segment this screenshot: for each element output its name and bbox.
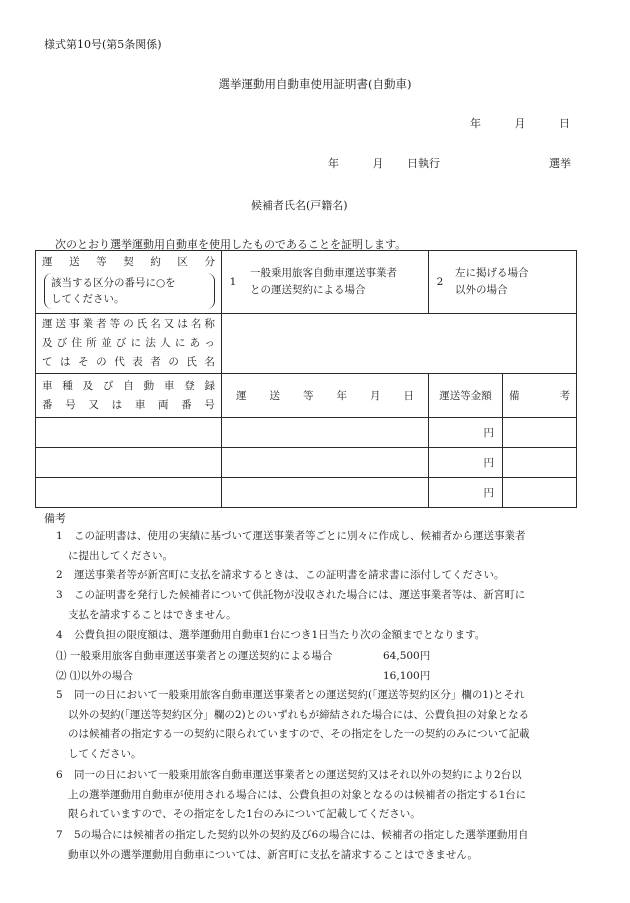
contract-option-2[interactable] <box>429 251 577 314</box>
table-row <box>36 478 577 508</box>
issue-date <box>470 115 570 131</box>
rate-2-amount: 16,100円 <box>383 670 431 682</box>
intro-text: 次のとおり選挙運動用自動車を使用したものであることを証明します。 <box>55 238 407 251</box>
operator-label-line2: 及 び 住 所 並 び に 法 人 に あ っ <box>42 337 215 349</box>
rate-1 <box>56 648 332 663</box>
remark-5: 5 同一の日において一般乗用旅客自動車運送事業者との運送契約(「運送等契約区分」欄の1)とそれ 以外の契約(「運送等契約区分」欄の2)とのいずれもが締結された場合には、公費負担の対象となる のは候補者の指定する一の契約に限られていますので、その指定をした一の契約のみについて記載 してください。 <box>56 689 530 760</box>
registration-input[interactable] <box>36 478 222 508</box>
execution-date <box>328 155 440 171</box>
option-1-line2: との運送契約による場合 <box>250 284 366 296</box>
amount-input[interactable] <box>429 478 503 508</box>
date-input[interactable] <box>222 478 429 508</box>
remark-3: 3 この証明書を発行した候補者について供託物が没収された場合には、運送事業者等は、新宮町に 支払を請求することはできません。 <box>56 589 526 621</box>
option-2-number: 2 <box>436 276 444 288</box>
yen-unit: 円 <box>483 427 494 439</box>
operator-label-line1: 運 送 事 業 者 等 の 氏 名 又 は 名 称 <box>42 318 215 330</box>
rate-2-label: ⑵ ⑴以外の場合 <box>56 670 133 682</box>
column-header-row <box>36 374 577 418</box>
table-row <box>36 448 577 478</box>
operator-label-cell <box>36 314 222 374</box>
transport-date-header: 運 送 等 年 月 日 <box>222 374 429 418</box>
contract-type-note: 該当する区分の番号に○を してください。 <box>44 273 215 309</box>
rate-1-label: ⑴ 一般乗用旅客自動車運送事業者との運送契約による場合 <box>56 650 333 662</box>
registration-label-cell <box>36 374 222 418</box>
option-1-number: 1 <box>229 276 237 288</box>
date-input[interactable] <box>222 448 429 478</box>
election-label: 選挙 <box>549 157 571 170</box>
registration-input[interactable] <box>36 418 222 448</box>
option-1-line1: 一般乗用旅客自動車運送事業者 <box>250 267 397 279</box>
remark-4: 4 公費負担の限度額は、選挙運動用自動車1台につき1日当たり次の金額までとなります。 <box>56 629 486 641</box>
candidate-name-label: 候補者氏名(戸籍名) <box>251 199 348 212</box>
exec-month: 月 <box>372 157 384 170</box>
remarks-input[interactable] <box>503 448 577 478</box>
remarks-heading: 備考 <box>44 512 66 525</box>
exec-year: 年 <box>328 157 339 170</box>
remarks-input[interactable] <box>503 478 577 508</box>
registration-label-line1: 車 種 及 び 自 動 車 登 録 <box>42 379 215 392</box>
contract-option-1[interactable] <box>222 251 429 314</box>
operator-input-cell[interactable] <box>222 314 577 374</box>
certificate-table <box>35 250 577 508</box>
yen-unit: 円 <box>483 457 494 469</box>
rate-1-amount: 64,500円 <box>383 650 431 662</box>
contract-type-label: 運 送 等 契 約 区 分 <box>42 256 215 268</box>
option-2-line2: 以外の場合 <box>455 284 508 296</box>
option-2-line1: 左に掲げる場合 <box>455 267 529 279</box>
amount-input[interactable] <box>429 448 503 478</box>
operator-row <box>36 314 577 374</box>
remarks-header: 備 考 <box>503 374 577 418</box>
issue-date-year: 年 <box>470 117 481 130</box>
table-row <box>36 418 577 448</box>
amount-input[interactable] <box>429 418 503 448</box>
remark-7: 7 5の場合には候補者の指定した契約以外の契約及び6の場合には、候補者の指定した選挙運動用自 動車以外の選挙運動用自動車については、新宮町に支払を請求することはできません。 <box>56 829 529 861</box>
date-input[interactable] <box>222 418 429 448</box>
contract-type-row <box>36 251 577 314</box>
remark-2: 2 運送事業者等が新宮町に支払を請求するときは、この証明書を請求書に添付してください。 <box>56 569 505 581</box>
form-number: 様式第10号(第5条関係) <box>44 38 162 51</box>
registration-label-line2: 番 号 又 は 車 両 番 号 <box>42 398 215 411</box>
yen-unit: 円 <box>483 487 494 499</box>
registration-input[interactable] <box>36 448 222 478</box>
issue-date-month: 月 <box>514 117 526 130</box>
exec-day: 日執行 <box>407 157 440 170</box>
remarks-input[interactable] <box>503 418 577 448</box>
rate-2 <box>56 668 133 683</box>
operator-label-line3: て は そ の 代 表 者 の 氏 名 <box>42 356 215 368</box>
amount-header: 運送等金額 <box>429 374 503 418</box>
issue-date-day: 日 <box>559 117 570 130</box>
document-title: 選挙運動用自動車使用証明書(自動車) <box>218 77 412 91</box>
contract-type-label-cell <box>36 251 222 314</box>
remark-1: 1 この証明書は、使用の実績に基づいて運送事業者等ごとに別々に作成し、候補者から運送事業者 に提出してください。 <box>56 530 526 562</box>
remark-6: 6 同一の日において一般乗用旅客自動車運送事業者との運送契約又はそれ以外の契約により2台以 上の選挙運動用自動車が使用される場合には、公費負担の対象となるのは候補者の指定する1台に 限られていますので、その指定をした1台のみについて記載してください。 <box>56 769 527 820</box>
